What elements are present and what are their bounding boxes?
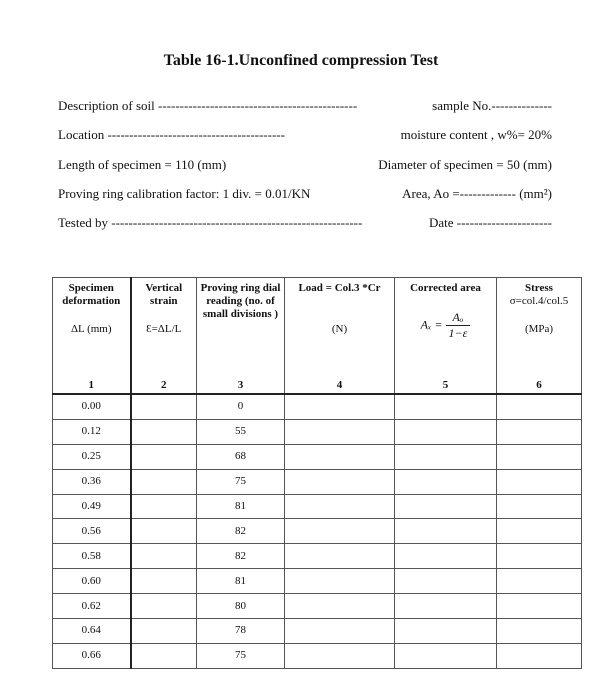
info-row-location (58, 127, 552, 145)
cell-load (285, 544, 395, 569)
table-row (53, 643, 582, 668)
col-header-strain: Vertical strain Ɛ=ΔL/L 2 (131, 278, 197, 395)
table-row (53, 394, 582, 419)
cell-area (395, 519, 497, 544)
specimen-length: Length of specimen = 110 (mm) (58, 157, 227, 172)
cell-deformation: 0.49 (53, 494, 131, 519)
cell-dial: 81 (197, 494, 285, 519)
cell-load (285, 594, 395, 619)
cell-strain (131, 569, 197, 594)
ring-calibration: Proving ring calibration factor: 1 div. = 0.01/KN (58, 186, 311, 201)
table-row (53, 419, 582, 444)
cell-strain (131, 494, 197, 519)
cell-stress (497, 444, 582, 469)
cell-area (395, 544, 497, 569)
cell-dial: 81 (197, 569, 285, 594)
corrected-area-formula: Aₓ = $\frac{\text{Aₒ}}{1-\varepsilon}$ (395, 310, 496, 341)
cell-deformation: 0.60 (53, 569, 131, 594)
info-row-length (58, 157, 552, 175)
cell-strain (131, 594, 197, 619)
table-row (53, 619, 582, 644)
cell-dial: 82 (197, 519, 285, 544)
cell-stress (497, 569, 582, 594)
table-row (53, 544, 582, 569)
cell-area (395, 394, 497, 419)
soil-description: Description of soil ---------------------------------------------- (58, 98, 358, 113)
cell-load (285, 394, 395, 419)
date: Date ---------------------- (428, 215, 552, 230)
cell-load (285, 494, 395, 519)
cell-strain (131, 444, 197, 469)
cell-stress (497, 394, 582, 419)
cell-strain (131, 469, 197, 494)
cell-deformation: 0.58 (53, 544, 131, 569)
cell-load (285, 619, 395, 644)
table-row (53, 594, 582, 619)
col-header-dial: Proving ring dial reading (no. of small divisions ) 3 (197, 278, 285, 395)
cell-stress (497, 419, 582, 444)
cell-strain (131, 643, 197, 668)
page-title: Table 16-1.Unconfined compression Test (163, 52, 439, 69)
cell-dial: 78 (197, 619, 285, 644)
cell-dial: 75 (197, 469, 285, 494)
cell-deformation: 0.36 (53, 469, 131, 494)
cell-strain (131, 619, 197, 644)
cell-area (395, 419, 497, 444)
cell-strain (131, 394, 197, 419)
cell-stress (497, 643, 582, 668)
cell-load (285, 519, 395, 544)
cell-dial: 68 (197, 444, 285, 469)
specimen-diameter: Diameter of specimen = 50 (mm) (378, 157, 552, 172)
cell-strain (131, 519, 197, 544)
sample-number: sample No.-------------- (432, 98, 552, 113)
cell-load (285, 643, 395, 668)
info-row-tested (58, 215, 552, 233)
col-header-area: Corrected area Aₓ = $\frac{\text{Aₒ}}{1-\varepsilon}$ 5 (395, 278, 497, 395)
table-row (53, 444, 582, 469)
table-row (53, 469, 582, 494)
cell-area (395, 619, 497, 644)
info-row-ring (58, 186, 552, 204)
area: Area, Ao =------------- (mm²) (402, 186, 552, 201)
cell-deformation: 0.62 (53, 594, 131, 619)
cell-stress (497, 619, 582, 644)
cell-load (285, 469, 395, 494)
cell-stress (497, 594, 582, 619)
cell-dial: 0 (197, 394, 285, 419)
cell-stress (497, 469, 582, 494)
data-table (52, 277, 582, 669)
cell-stress (497, 519, 582, 544)
table-row (53, 519, 582, 544)
cell-dial: 82 (197, 544, 285, 569)
cell-load (285, 419, 395, 444)
cell-area (395, 643, 497, 668)
cell-deformation: 0.64 (53, 619, 131, 644)
cell-load (285, 444, 395, 469)
table-row (53, 569, 582, 594)
cell-strain (131, 544, 197, 569)
cell-stress (497, 544, 582, 569)
moisture-content: moisture content , w%= 20% (400, 127, 552, 142)
col-header-deformation: Specimen deformation ΔL (mm) 1 (53, 278, 131, 395)
info-row-soil (58, 98, 552, 116)
cell-area (395, 569, 497, 594)
table-row (53, 494, 582, 519)
header-row (53, 278, 582, 395)
cell-strain (131, 419, 197, 444)
cell-deformation: 0.66 (53, 643, 131, 668)
cell-area (395, 444, 497, 469)
table-body (53, 394, 582, 668)
cell-dial: 55 (197, 419, 285, 444)
tested-by: Tested by ---------------------------------------------------------- (58, 215, 363, 230)
col-header-stress: Stress σ=col.4/col.5 (MPa) 6 (497, 278, 582, 395)
cell-area (395, 494, 497, 519)
cell-deformation: 0.12 (53, 419, 131, 444)
cell-deformation: 0.25 (53, 444, 131, 469)
cell-deformation: 0.56 (53, 519, 131, 544)
location: Location ----------------------------------------- (58, 127, 285, 142)
cell-dial: 75 (197, 643, 285, 668)
cell-area (395, 594, 497, 619)
col-header-load: Load = Col.3 *Cr (N) 4 (285, 278, 395, 395)
cell-stress (497, 494, 582, 519)
cell-dial: 80 (197, 594, 285, 619)
cell-area (395, 469, 497, 494)
cell-deformation: 0.00 (53, 394, 131, 419)
cell-load (285, 569, 395, 594)
